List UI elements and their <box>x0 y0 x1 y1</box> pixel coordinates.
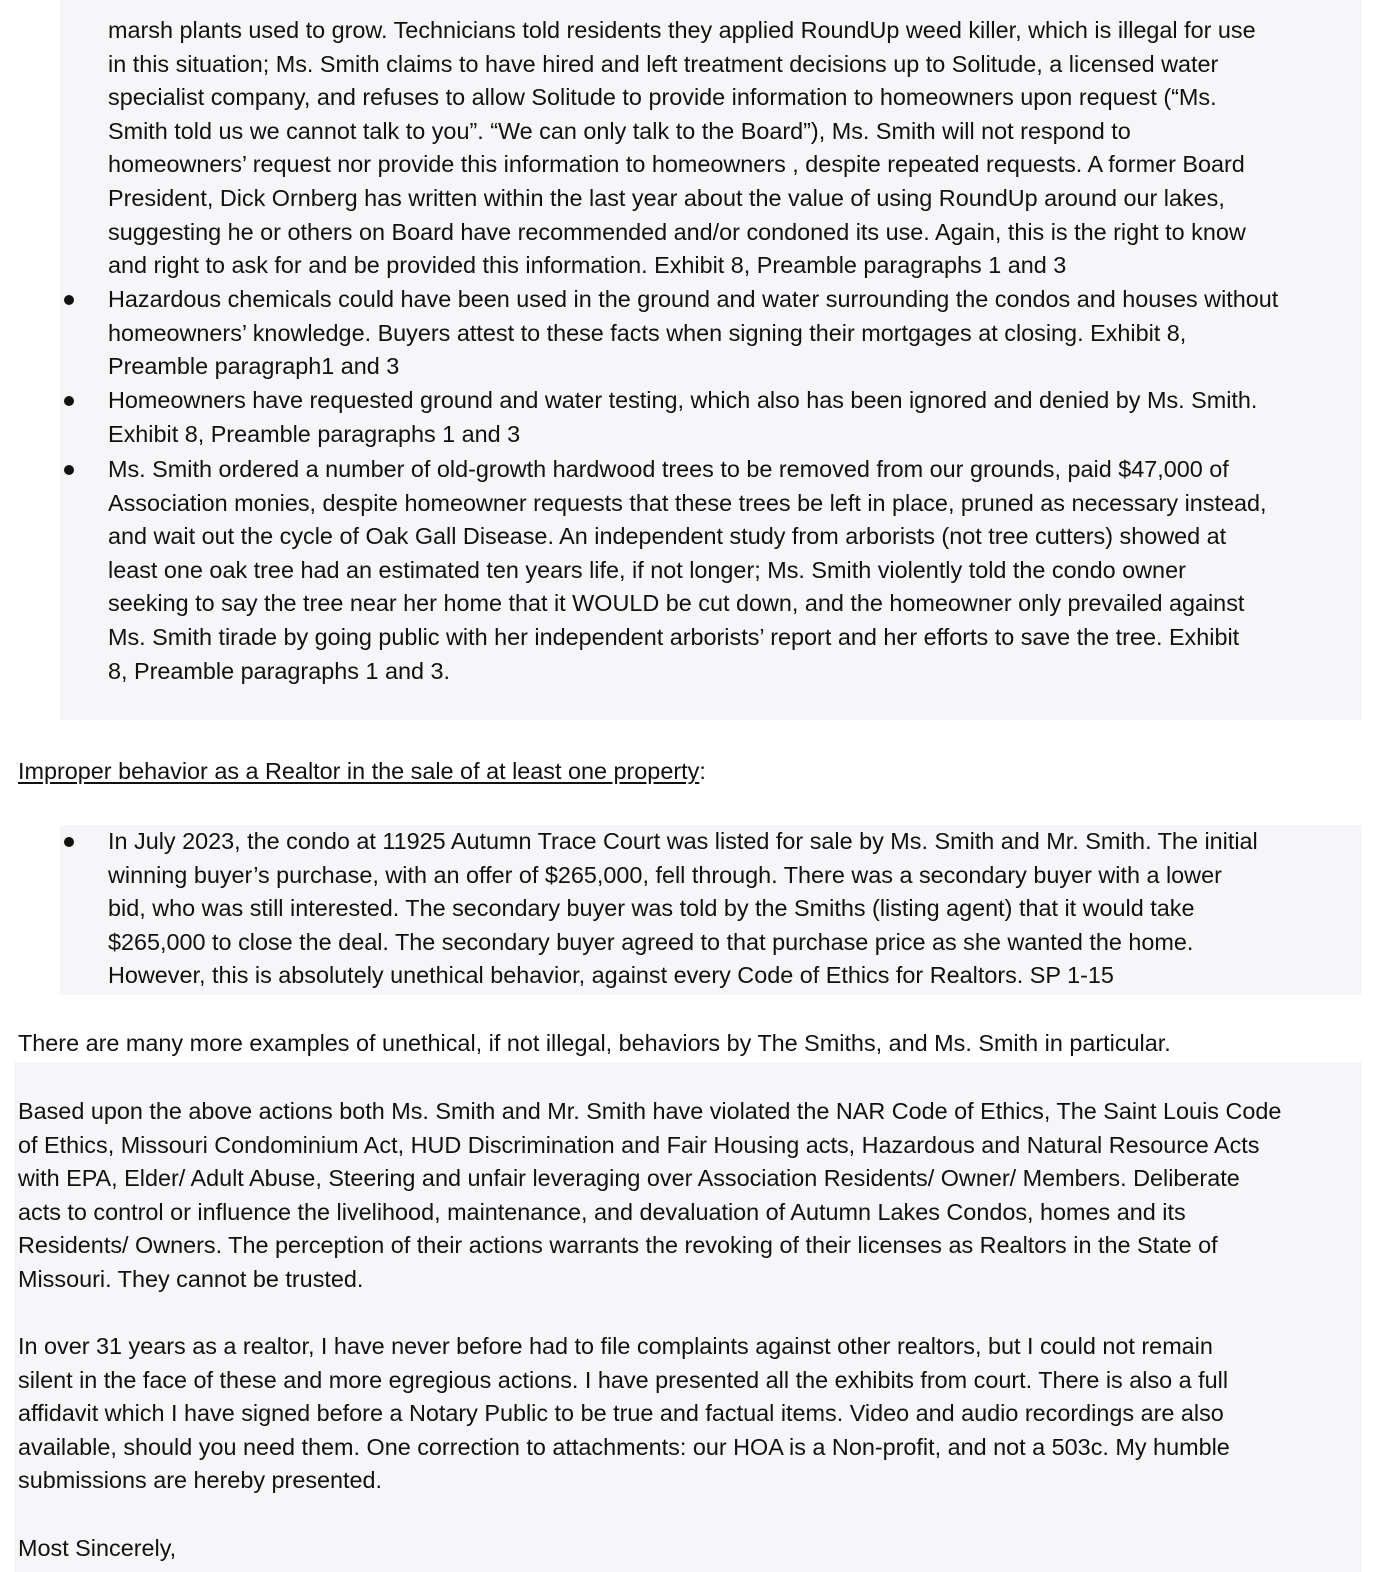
bullet-icon <box>62 394 76 408</box>
text-line: silent in the face of these and more egregious actions. I have presented all the exhibits from court. There is also a full <box>18 1366 1229 1393</box>
text-line: and right to ask for and be provided this information. Exhibit 8, Preamble paragraphs 1 and 3 <box>108 252 1067 279</box>
text-line: There are many more examples of unethical, if not illegal, behaviors by The Smiths, and Ms. Smith in particular. <box>18 1030 1171 1056</box>
list-item-text <box>108 283 1368 384</box>
text-line: suggesting he or others on Board have recommended and/or condoned its use. Again, this is the right to know <box>108 218 1246 245</box>
text-line: Ms. Smith tirade by going public with her independent arborists’ report and her efforts to save the tree. Exhibit <box>108 623 1240 650</box>
bullet-icon <box>62 293 76 307</box>
text-line: Smith told us we cannot talk to you”. “We can only talk to the Board”), Ms. Smith will not respond to <box>108 117 1131 144</box>
text-line: homeowners’ request nor provide this information to homeowners , despite repeated requests. A former Board <box>108 151 1245 178</box>
list-item-text <box>108 825 1368 993</box>
text-line: Exhibit 8, Preamble paragraphs 1 and 3 <box>108 420 521 447</box>
text-line: affidavit which I have signed before a Notary Public to be true and factual items. Video and audio recordings are also <box>18 1400 1224 1427</box>
text-line: $265,000 to close the deal. The secondary buyer agreed to that purchase price as she wanted the home. <box>108 928 1194 955</box>
text-line: submissions are hereby presented. <box>18 1467 383 1494</box>
list-item-text <box>108 453 1368 688</box>
text-line: Homeowners have requested ground and water testing, which also has been ignored and denied by Ms. Smith. <box>108 387 1258 413</box>
text-line: marsh plants used to grow. Technicians told residents they applied RoundUp weed killer, which is illegal for use <box>108 17 1256 43</box>
text-line: However, this is absolutely unethical behavior, against every Code of Ethics for Realtors. SP 1-15 <box>108 962 1114 989</box>
text-line: winning buyer’s purchase, with an offer of $265,000, fell through. There was a secondary buyer with a lower <box>108 861 1222 888</box>
text-line: and wait out the cycle of Oak Gall Disease. An independent study from arborists (not tree cutters) showed at <box>108 523 1227 550</box>
text-line: Based upon the above actions both Ms. Smith and Mr. Smith have violated the NAR Code of Ethics, The Saint Louis Code <box>18 1098 1282 1124</box>
text-line: specialist company, and refuses to allow Solitude to provide information to homeowners upon request (“Ms. <box>108 84 1217 111</box>
text-line: Hazardous chemicals could have been used in the ground and water surrounding the condos and houses without <box>108 286 1279 312</box>
text-line: Preamble paragraph1 and 3 <box>108 353 400 380</box>
bullet-icon <box>62 835 76 849</box>
text-line: Residents/ Owners. The perception of their actions warrants the revoking of their licenses as Realtors in the State of <box>18 1232 1218 1259</box>
section-heading-colon: : <box>699 758 706 784</box>
text-line: with EPA, Elder/ Adult Abuse, Steering and unfair leveraging over Association Residents/ Owner/ Members. Deliberate <box>18 1165 1240 1192</box>
text-line: In over 31 years as a realtor, I have never before had to file complaints against other realtors, but I could not remain <box>18 1333 1213 1359</box>
text-line: least one oak tree had an estimated ten years life, if not longer; Ms. Smith violently told the condo owner <box>108 556 1186 583</box>
text-line: homeowners’ knowledge. Buyers attest to these facts when signing their mortgages at closing. Exhibit 8, <box>108 319 1187 346</box>
text-line: Association monies, despite homeowner requests that these trees be left in place, pruned as necessary instead, <box>108 489 1267 516</box>
paragraph <box>18 1027 1368 1061</box>
continued-bullet-text <box>108 14 1368 283</box>
text-line: 8, Preamble paragraphs 1 and 3. <box>108 657 450 684</box>
text-line: of Ethics, Missouri Condominium Act, HUD Discrimination and Fair Housing acts, Hazardous and Natural Resource Acts <box>18 1131 1260 1158</box>
text-line: acts to control or influence the livelihood, maintenance, and devaluation of Autumn Lakes Condos, homes and its <box>18 1198 1186 1225</box>
section-heading-text: Improper behavior as a Realtor in the sale of at least one property <box>18 758 700 784</box>
closing <box>18 1532 1368 1566</box>
text-line: Missouri. They cannot be trusted. <box>18 1265 364 1292</box>
text-line: bid, who was still interested. The secondary buyer was told by the Smiths (listing agent) that it would take <box>108 895 1195 922</box>
paragraph <box>18 1095 1368 1297</box>
text-line: available, should you need them. One correction to attachments: our HOA is a Non-profit, and not a 503c. My humble <box>18 1433 1230 1460</box>
text-line: In July 2023, the condo at 11925 Autumn Trace Court was listed for sale by Ms. Smith and Mr. Smith. The initial <box>108 828 1258 854</box>
text-line: Ms. Smith ordered a number of old-growth hardwood trees to be removed from our grounds, paid $47,000 of <box>108 456 1229 482</box>
text-line: seeking to say the tree near her home that it WOULD be cut down, and the homeowner only prevailed against <box>108 590 1245 617</box>
list-item-text <box>108 384 1368 451</box>
text-line: President, Dick Ornberg has written within the last year about the value of using RoundUp around our lakes, <box>108 184 1225 211</box>
bullet-icon <box>62 463 76 477</box>
closing-text: Most Sincerely, <box>18 1535 177 1561</box>
text-line: in this situation; Ms. Smith claims to have hired and left treatment decisions up to Solitude, a licensed water <box>108 50 1219 77</box>
paragraph <box>18 1330 1368 1498</box>
section-heading <box>18 755 706 789</box>
